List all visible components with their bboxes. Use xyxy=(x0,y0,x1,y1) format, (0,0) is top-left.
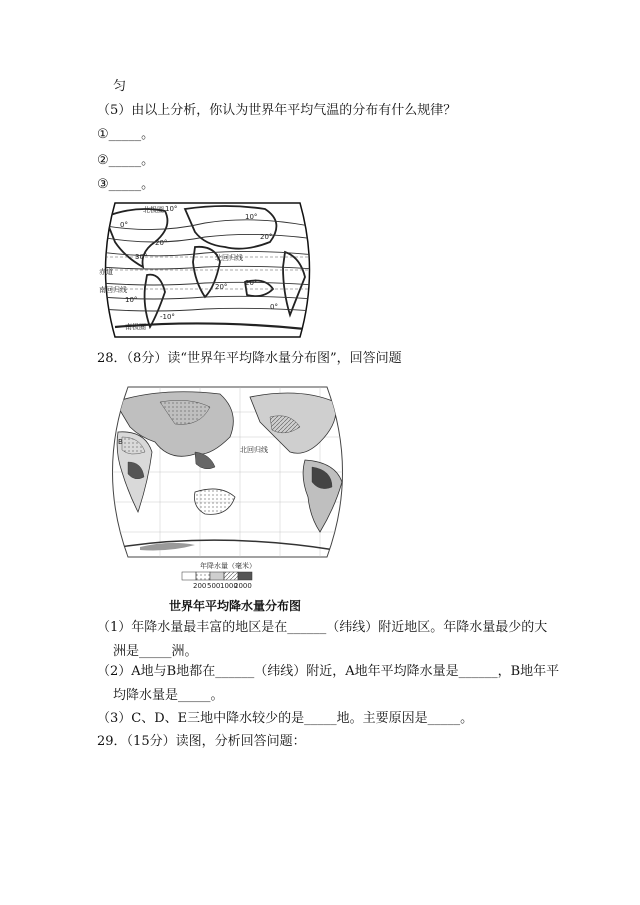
svg-text:年降水量（毫米）: 年降水量（毫米） xyxy=(200,562,256,570)
question-28-2-a: （2）A地与B地都在______（纬线）附近，A地年平均降水量是______，B地年平 xyxy=(97,664,560,679)
svg-text:500: 500 xyxy=(207,582,221,590)
question-29: 29．（15分）读图，分析回答问题： xyxy=(97,734,306,749)
svg-text:10°: 10° xyxy=(125,296,138,304)
world-precipitation-map xyxy=(100,382,355,592)
svg-text:20°: 20° xyxy=(155,239,168,247)
question-28-1-a: （1）年降水量最丰富的地区是在______（纬线）附近地区。年降水量最少的大 xyxy=(97,620,548,635)
svg-text:2000: 2000 xyxy=(234,582,252,590)
map-caption: 世界年平均降水量分布图 xyxy=(169,599,302,613)
arctic-label: 北极圈 xyxy=(143,206,164,214)
question-28-2-b: 均降水量是_____。 xyxy=(113,688,224,703)
question-28-3: （3）C、D、E三地中降水较少的是_____地。主要原因是_____。 xyxy=(97,711,474,726)
text-line-1: 匀 xyxy=(113,79,127,94)
answer-blank-3: ③_____。 xyxy=(97,177,155,192)
svg-text:30°: 30° xyxy=(135,253,148,261)
svg-text:20°: 20° xyxy=(260,233,273,241)
svg-text:20°: 20° xyxy=(215,283,228,291)
question-5: （5）由以上分析，你认为世界年平均气温的分布有什么规律？ xyxy=(97,103,457,118)
svg-text:10°: 10° xyxy=(245,213,258,221)
equator-label: 赤道 xyxy=(99,268,113,276)
svg-text:10°: 10° xyxy=(165,205,178,213)
svg-text:-10°: -10° xyxy=(160,313,175,321)
svg-text:1000: 1000 xyxy=(220,582,238,590)
tropic-south-label: 南回归线 xyxy=(99,286,127,294)
tropic-north-label: 北回归线 xyxy=(215,254,243,262)
question-28-1-b: 洲是_____洲。 xyxy=(113,644,198,659)
svg-text:20°: 20° xyxy=(245,279,258,287)
answer-blank-2: ②_____。 xyxy=(97,153,155,168)
world-temperature-map xyxy=(95,197,320,343)
svg-text:0°: 0° xyxy=(120,221,128,229)
svg-text:0°: 0° xyxy=(270,303,278,311)
antarctic-label: 南极圈 xyxy=(125,323,146,331)
answer-blank-1: ①_____。 xyxy=(97,127,155,142)
question-28: 28．（8分）读“世界年平均降水量分布图”，回答问题 xyxy=(97,351,402,366)
point-b-label: B xyxy=(118,438,123,446)
tropic-north-label-2: 北回归线 xyxy=(240,446,268,454)
precipitation-legend xyxy=(182,561,256,590)
svg-text:200: 200 xyxy=(193,582,207,590)
